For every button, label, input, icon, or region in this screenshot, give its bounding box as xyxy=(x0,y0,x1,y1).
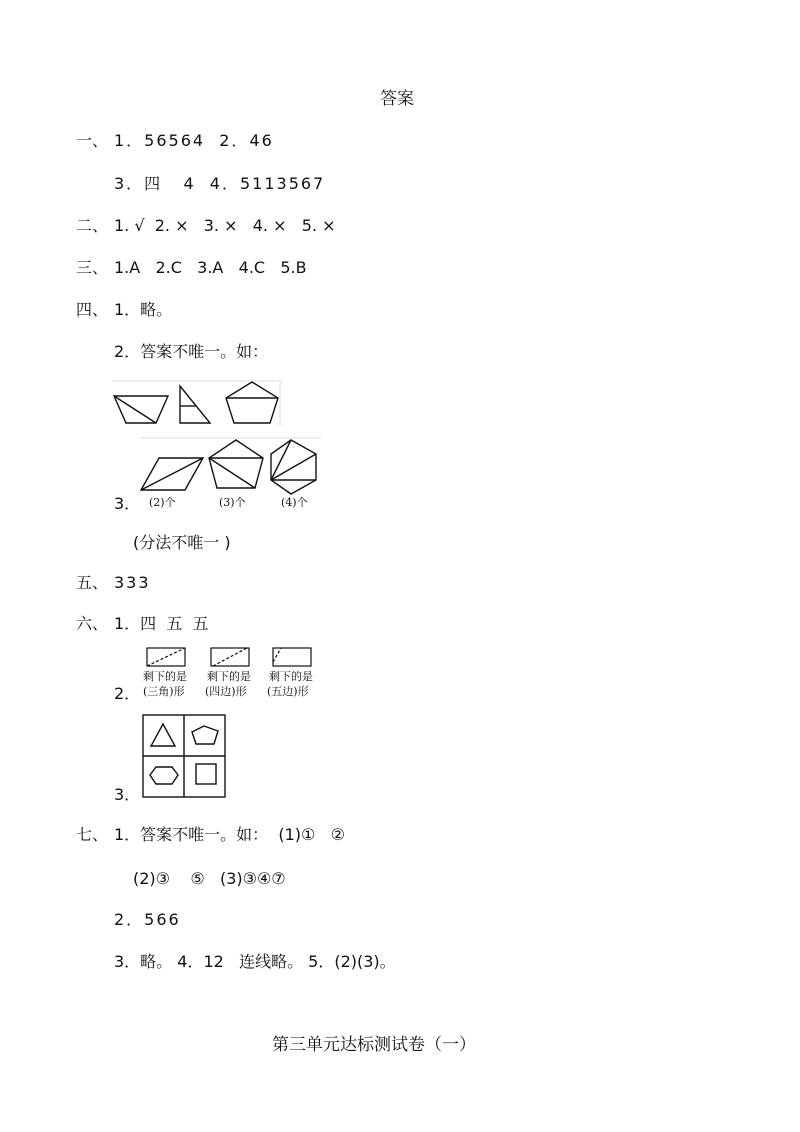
shapes-figure-2 xyxy=(141,438,321,510)
card-1-top: 剩下的是 xyxy=(143,670,187,683)
section-3-answers: 1.A 2.C 3.A 4.C 5.B xyxy=(114,258,307,277)
hexagon-shape xyxy=(150,767,178,784)
card-3-top: 剩下的是 xyxy=(269,670,313,683)
section-7-line-2: (2)③ ⑤ (3)③④⑦ xyxy=(133,869,286,888)
card-3-bottom: (五边)形 xyxy=(267,685,309,698)
section-3-prefix: 三、 xyxy=(76,258,109,277)
section-4-prefix: 四、 xyxy=(76,300,109,319)
section-4-line-2: 2．答案不唯一。如： xyxy=(114,342,269,361)
cut-rectangles-figure xyxy=(141,646,321,700)
section-1-prefix: 一、 xyxy=(76,131,109,150)
section-6-prefix: 六、 xyxy=(76,614,109,633)
section-2-prefix: 二、 xyxy=(76,216,109,235)
section-6-line-3-prefix: 3． xyxy=(114,785,141,804)
page-title: 答案 xyxy=(380,89,414,109)
card-2-bottom: (四边)形 xyxy=(205,685,247,698)
section-5-answer: 333 xyxy=(114,573,151,592)
card-1-bottom: (三角)形 xyxy=(143,685,185,698)
section-4-line-1: 1．略。 xyxy=(114,300,173,319)
section-1-line-2: 3．四 4 4．5113567 xyxy=(114,174,326,193)
shapes-grid-figure xyxy=(142,714,226,798)
section-6-line-2-prefix: 2． xyxy=(114,684,141,703)
next-test-title: 第三单元达标测试卷（一） xyxy=(272,1035,476,1055)
card-2-top: 剩下的是 xyxy=(207,670,251,683)
section-5-prefix: 五、 xyxy=(76,573,109,592)
section-7-line-3: 2．566 xyxy=(114,910,181,929)
section-4-note: (分法不唯一 ) xyxy=(133,533,231,552)
pentagon-shape xyxy=(226,382,278,423)
section-1-line-1: 1．56564 2．46 xyxy=(114,131,274,150)
section-2-answers: 1. √ 2. × 3. × 4. × 5. × xyxy=(114,216,336,235)
figure-label-2: (2)个 xyxy=(149,496,176,509)
shapes-figure-1 xyxy=(112,378,282,430)
pentagon-shape xyxy=(192,726,218,744)
section-7-line-1: 1．答案不唯一。如： (1)① ② xyxy=(114,825,345,844)
section-6-line-1: 1．四 五 五 xyxy=(114,614,209,633)
triangle-shape xyxy=(151,724,175,746)
section-4-line-3-prefix: 3． xyxy=(114,494,141,513)
figure-label-3: (3)个 xyxy=(219,496,246,509)
right-triangle-shape xyxy=(180,386,210,423)
trapezoid-shape xyxy=(114,396,168,423)
section-7-line-4: 3．略。 4．12 连线略。 5．(2)(3)。 xyxy=(114,952,396,971)
square-shape xyxy=(196,764,216,784)
figure-label-4: (4)个 xyxy=(281,496,308,509)
section-7-prefix: 七、 xyxy=(76,825,109,844)
